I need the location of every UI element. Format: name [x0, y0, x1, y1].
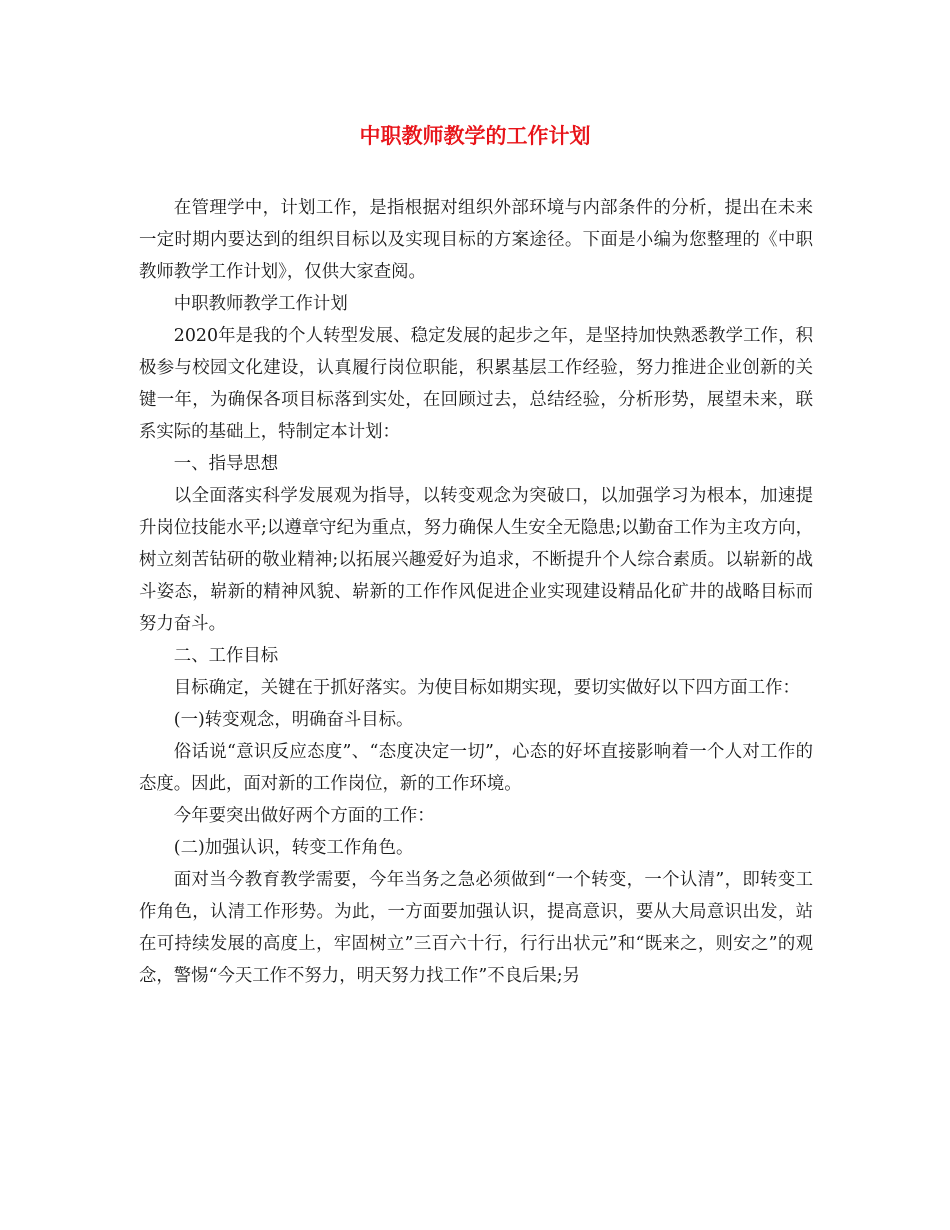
section-heading-work-goals: 二、工作目标 [173, 646, 279, 666]
body-paragraph: 今年要突出做好两个方面的工作： [173, 806, 435, 826]
body-paragraph: 俗话说“意识反应态度”、“态度决定一切”，心态的好坏直接影响着一个人对工作的态度。因此，面对新的工作岗位，新的工作环境。 [139, 742, 813, 794]
body-paragraph: 2020年是我的个人转型发展、稳定发展的起步之年，是坚持加快熟悉教学工作，积极参与校园文化建设，认真履行岗位职能，积累基层工作经验，努力推进企业创新的关键一年，为确保各项目标落到实处，在回顾过去，总结经验，分析形势，展望未来，联系实际的基础上，特制定本计划： [139, 326, 813, 442]
intro-paragraph: 在管理学中，计划工作，是指根据对组织外部环境与内部条件的分析，提出在未来一定时期内要达到的组织目标以及实现目标的方案途径。下面是小编为您整理的《中职教师教学工作计划》，仅供大家查阅。 [139, 198, 813, 282]
subsection-heading-1: (一)转变观念，明确奋斗目标。 [173, 710, 414, 730]
document-title: 中职教师教学的工作计划 [359, 123, 591, 148]
body-paragraph: 以全面落实科学发展观为指导，以转变观念为突破口，以加强学习为根本，加速提升岗位技能水平;以遵章守纪为重点，努力确保人生安全无隐患;以勤奋工作为主攻方向，树立刻苦钻研的敬业精神;以拓展兴趣爱好为追求，不断提升个人综合素质。以崭新的战斗姿态，崭新的精神风貌、崭新的工作作风促进企业实现建设精品化矿井的战略目标而努力奋斗。 [139, 486, 813, 634]
section-heading-guiding-thought: 一、指导思想 [173, 454, 279, 474]
subtitle-line: 中职教师教学工作计划 [173, 294, 348, 314]
body-paragraph: 目标确定，关键在于抓好落实。为使目标如期实现，要切实做好以下四方面工作： [173, 678, 800, 698]
body-paragraph: 面对当今教育教学需要，今年当务之急必须做到“一个转变，一个认清”，即转变工作角色，认清工作形势。为此，一方面要加强认识，提高意识，要从大局意识出发，站在可持续发展的高度上，牢固树立”三百六十行，行行出状元”和“既来之，则安之”的观念，警惕“今天工作不努力，明天努力找工作”不良后果;另 [139, 870, 813, 986]
document-body [139, 192, 813, 992]
subsection-heading-2: (二)加强认识，转变工作角色。 [173, 838, 414, 858]
